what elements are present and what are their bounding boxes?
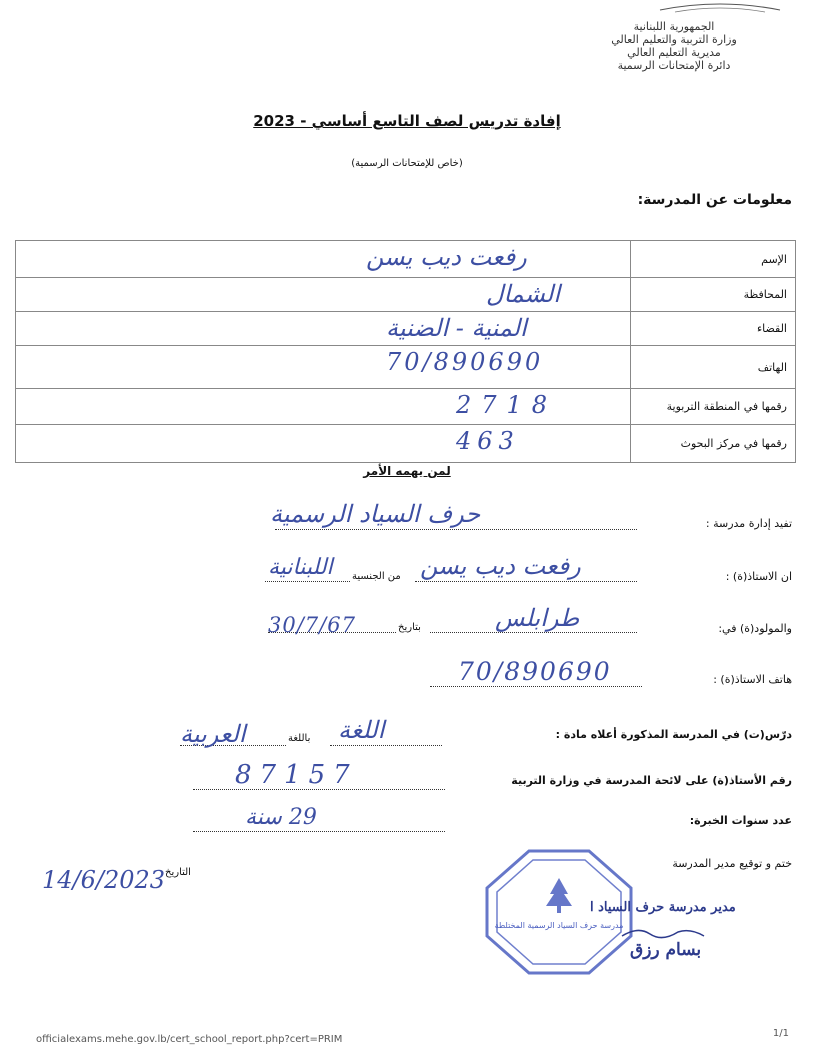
born-value: طرابلس — [495, 604, 580, 632]
school-info-table — [15, 240, 796, 463]
header-line: مديرية التعليم العالي — [627, 46, 721, 59]
table-row — [16, 389, 796, 425]
dotted-line — [193, 830, 445, 832]
educational-zone-number-value: 2718 — [456, 391, 558, 419]
nationality-label: من الجنسية — [352, 571, 401, 582]
stamp-signature-label: ختم و توقيع مدير المدرسة — [672, 857, 792, 870]
school-admin-value: حرف السياد الرسمية — [270, 500, 481, 528]
experience-value: 29 سنة — [245, 805, 317, 830]
governorate-label: المحافظة — [631, 278, 796, 312]
school-name-value-cell — [16, 241, 631, 278]
date-label: بتاريخ — [398, 622, 421, 633]
nationality-value: اللبنانية — [268, 555, 333, 580]
table-row — [16, 278, 796, 312]
experience-label: عدد سنوات الخبرة: — [689, 814, 792, 827]
teacher-phone-label: هاتف الاستاذ(ة) : — [713, 673, 792, 686]
ministry-header — [564, 20, 784, 72]
born-label: والمولود(ة) في: — [718, 622, 792, 635]
director-title: مدير مدرسة حرف السياد ا — [590, 900, 736, 915]
document-subtitle: (خاص للإمتحانات الرسمية) — [351, 158, 463, 169]
to-whom-heading: لمن يهمه الأمر — [363, 464, 451, 478]
header-line: دائرة الإمتحانات الرسمية — [617, 59, 731, 72]
taught-subject-label: درّس(ت) في المدرسة المذكورة أعلاه مادة : — [555, 728, 792, 741]
header-line: الجمهورية اللبنانية — [633, 20, 715, 33]
director-name: بسام رزق — [630, 940, 702, 960]
dotted-line — [265, 580, 350, 582]
educational-zone-number-label: رقمها في المنطقة التربوية — [631, 389, 796, 425]
header-line: وزارة التربية والتعليم العالي — [611, 33, 737, 46]
certificate-date-value: 14/6/2023 — [42, 866, 166, 894]
date-of-birth-value: 30/7/67 — [268, 613, 356, 637]
governorate-value: الشمال — [486, 280, 561, 308]
research-center-number-value: 463 — [456, 427, 520, 455]
teacher-number-value: 87157 — [235, 760, 358, 790]
dotted-line — [415, 580, 637, 582]
teacher-number-label: رقم الأستاذ(ة) على لائحة المدرسة في وزارة التربية — [511, 774, 792, 787]
language-value: العربية — [180, 720, 246, 748]
school-admin-label: تفيد إدارة مدرسة : — [705, 517, 792, 530]
phone-label: الهاتف — [631, 346, 796, 389]
table-row — [16, 241, 796, 278]
language-label: باللغة — [288, 733, 311, 744]
district-label: القضاء — [631, 312, 796, 346]
header-ornament — [655, 0, 785, 14]
dotted-line — [330, 744, 442, 746]
page-number: 1/1 — [772, 1028, 789, 1039]
section-heading: معلومات عن المدرسة: — [637, 192, 792, 208]
teacher-value: رفعت ديب يسن — [420, 552, 581, 580]
certificate-date-label: التاريخ — [165, 867, 191, 878]
table-row — [16, 346, 796, 389]
teacher-phone-value: 70/890690 — [458, 657, 612, 686]
district-value: المنية - الضنية — [386, 314, 527, 342]
subject-value: اللغة — [338, 716, 385, 744]
dotted-line — [275, 528, 637, 530]
research-center-number-label: رقمها في مركز البحوث — [631, 425, 796, 463]
document-title: إفادة تدريس لصف التاسع أساسي - 2023 — [253, 112, 561, 130]
table-row — [16, 425, 796, 463]
footer-url: officialexams.mehe.gov.lb/cert_school_report.php?cert=PRIM — [36, 1034, 343, 1045]
school-name-label: الإسم — [631, 241, 796, 278]
table-row — [16, 312, 796, 346]
seal-text: مدرسة حرف السياد الرسمية المختلطة — [494, 921, 624, 930]
phone-value: 70/890690 — [386, 348, 544, 376]
teacher-label: ان الاستاذ(ة) : — [725, 570, 792, 583]
school-name-value: رفعت ديب يسن — [366, 243, 527, 271]
